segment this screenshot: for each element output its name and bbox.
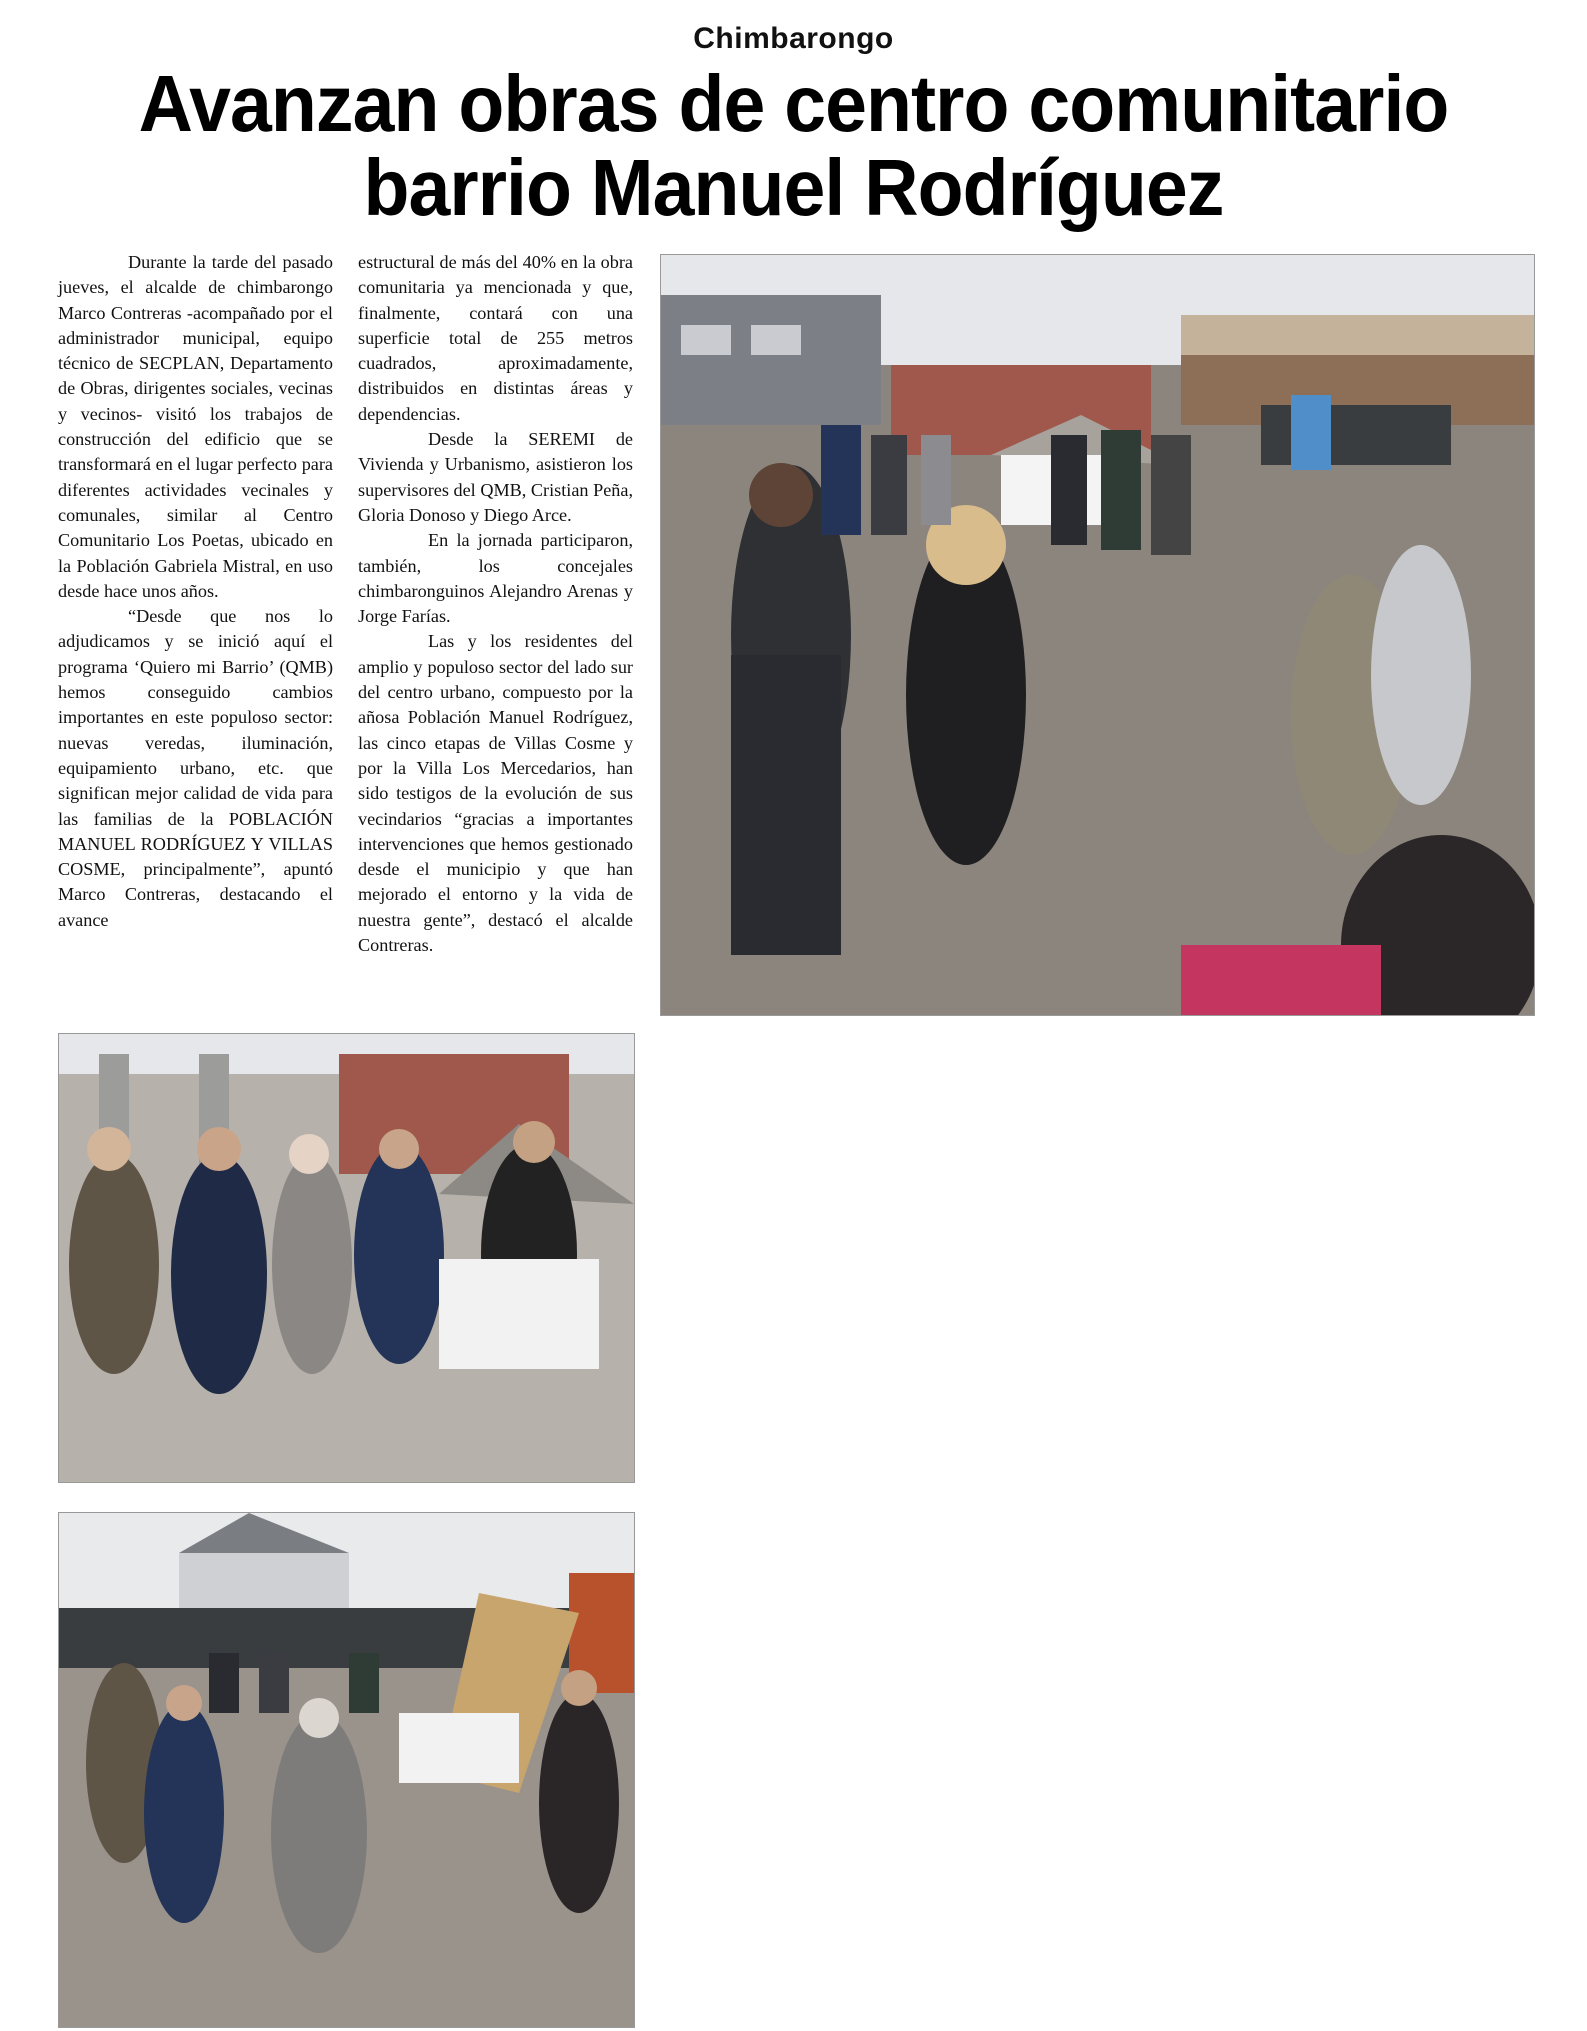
section-label: Chimbarongo (693, 22, 894, 55)
article-column-2 (358, 250, 633, 958)
photo-main-group (660, 254, 1535, 1016)
photo-officials-sign (58, 1033, 635, 1483)
paragraph: Desde la SEREMI de Vivienda y Urbanismo, asistieron los supervisores del QMB, Cristian Peña, Gloria Donoso y Diego Arce. (358, 429, 633, 525)
paragraph: Las y los residentes del amplio y populoso sector del lado sur del centro urbano, compuesto por la añosa Población Manuel Rodríguez, las cinco etapas de Villas Cosme y por la Villa Los Mercedarios, han sido testigos de la evolución de sus vecindarios “gracias a importantes intervenciones que hemos gestionado desde el municipio y que han mejorado el entorno y la vida de nuestra gente”, destacó el alcalde Contreras. (358, 631, 633, 956)
article-column-1 (58, 250, 333, 933)
headline-line-2: barrio Manuel Rodríguez (363, 143, 1224, 232)
paragraph: Durante la tarde del pasado jueves, el alcalde de chimbarongo Marco Contreras -acompañado por el administrador municipal, equipo técnico de SECPLAN, Departamento de Obras, dirigentes sociales, vecinas y vecinos- visitó los trabajos de construcción del edificio que se transformará en el lugar perfecto para diferentes actividades vecinales y comunales, similar al Centro Comunitario Los Poetas, ubicado en la Población Gabriela Mistral, en uso desde hace unos años. (58, 252, 333, 601)
paragraph: “Desde que nos lo adjudicamos y se inició aquí el programa ‘Quiero mi Barrio’ (QMB) hemos conseguido cambios importantes en este populoso sector: nuevas veredas, iluminación, equipamiento urbano, etc. que significan mejor calidad de vida para las familias de la POBLACIÓN MANUEL RODRÍGUEZ Y VILLAS COSME, principalmente”, apuntó Marco Contreras, destacando el avance (58, 606, 333, 930)
headline-line-1: Avanzan obras de centro comunitario (138, 59, 1449, 148)
headline (85, 59, 1502, 232)
paragraph-continued: estructural de más del 40% en la obra comunitaria ya mencionada y que, finalmente, contará con una superficie total de 255 metros cuadrados, aproximadamente, distribuidos en distintas áreas y dependencias. (358, 252, 633, 424)
photo-group-fence (58, 1512, 635, 2028)
paragraph: En la jornada participaron, también, los concejales chimbaronguinos Alejandro Arenas y Jorge Farías. (358, 530, 633, 627)
